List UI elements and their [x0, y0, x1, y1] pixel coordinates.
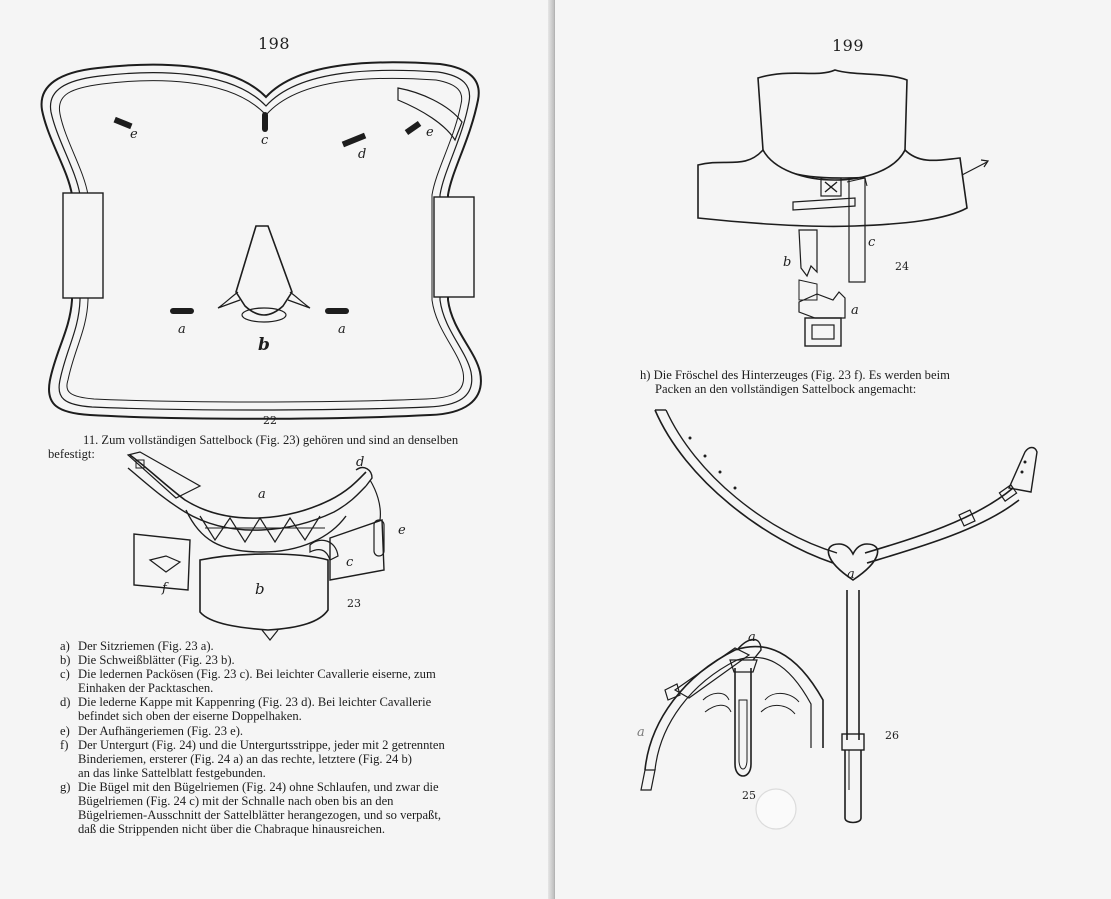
- list-item-line: Der Untergurt (Fig. 24) und die Untergurtsstrippe, jeder mit 2 getrennten: [78, 737, 445, 752]
- list-item-line: befindet sich oben der eiserne Doppelhaken.: [78, 709, 302, 724]
- fig23-label-e: e: [398, 523, 406, 538]
- fig23-saddle-illustration: [0, 0, 555, 640]
- list-item-line: Die lederne Kappe mit Kappenring (Fig. 23 d). Bei leichter Cavallerie: [78, 695, 432, 710]
- fig23-number: 23: [347, 597, 361, 610]
- list-item: [60, 667, 500, 695]
- fig23-label-c: c: [346, 555, 354, 570]
- list-item-line: daß die Strippenden nicht über die Chabraque hinausreichen.: [78, 822, 386, 837]
- list-item-label: c): [60, 667, 70, 682]
- h-line-1: h) Die Fröschel des Hinterzeuges (Fig. 23 f). Es werden beim: [640, 368, 950, 382]
- fig23-label-d: d: [356, 455, 365, 470]
- fig22-label-a-left: a: [178, 322, 186, 337]
- intro-line-2: befestigt:: [48, 447, 95, 461]
- fig22-label-a-right: a: [338, 322, 346, 337]
- list-item: [60, 738, 500, 780]
- fig25-stirrup-illustration: [555, 0, 1111, 899]
- page-number-right: 199: [832, 36, 865, 55]
- list-item-label: f): [60, 737, 69, 752]
- list-item-line: Einhaken der Packtaschen.: [78, 681, 214, 696]
- list-item-label: b): [60, 653, 71, 668]
- list-item-line: Bügelriemen (Fig. 24 c) mit der Schnalle nach oben bis an den: [78, 794, 394, 809]
- list-item: [60, 639, 500, 653]
- item-list: [60, 639, 500, 836]
- fig26-label-a: a: [847, 567, 855, 582]
- fig24-number: 24: [895, 260, 909, 273]
- fig22-label-c: c: [261, 133, 269, 148]
- fig24-label-c: c: [868, 235, 876, 250]
- fig22-number: 22: [263, 414, 277, 427]
- fig25-label-a-left: a: [637, 725, 645, 740]
- list-item-line: Bügelriemen-Ausschnitt der Sattelblätter herangezogen, und so verpaßt,: [78, 808, 442, 823]
- page-number: 198: [258, 34, 291, 53]
- list-item-line: Der Sitzriemen (Fig. 23 a).: [78, 639, 214, 653]
- list-item: [60, 780, 500, 836]
- list-item-label: d): [60, 695, 71, 710]
- left-page: [0, 0, 555, 899]
- fig22-label-e-right: e: [426, 125, 434, 140]
- fig25-label-a-top: a: [748, 630, 756, 645]
- fig23-label-a: a: [258, 487, 266, 502]
- list-item-line: Binderiemen, ersterer (Fig. 24 a) an das rechte, letztere (Fig. 24 b): [78, 751, 412, 766]
- right-page: [555, 0, 1111, 899]
- list-item-line: Der Aufhängeriemen (Fig. 23 e).: [78, 723, 244, 738]
- list-item: [60, 695, 500, 723]
- intro-line-1: 11. Zum vollständigen Sattelbock (Fig. 23) gehören und sind an denselben: [83, 433, 459, 447]
- fig22-label-d: d: [358, 147, 367, 162]
- list-item-label: g): [60, 779, 71, 794]
- fig23-label-f: f: [162, 581, 167, 596]
- fig24-label-a: a: [851, 303, 859, 318]
- fig24-label-b: b: [783, 255, 792, 270]
- list-item-line: an das linke Sattelblatt festgebunden.: [78, 765, 266, 780]
- list-item-label: e): [60, 723, 70, 738]
- list-item: [60, 653, 500, 667]
- fig23-label-b: b: [255, 580, 265, 598]
- fig26-number: 26: [885, 729, 899, 742]
- fig22-label-e-left: e: [130, 127, 138, 142]
- h-line-2: Packen an den vollständigen Sattelbock angemacht:: [655, 382, 917, 396]
- list-item-line: Die Bügel mit den Bügelriemen (Fig. 24) ohne Schlaufen, und zwar die: [78, 779, 439, 794]
- list-item: [60, 724, 500, 738]
- list-item-line: Die ledernen Packösen (Fig. 23 c). Bei leichter Cavallerie eiserne, zum: [78, 667, 436, 682]
- list-item-label: a): [60, 639, 70, 653]
- fig22-label-b: b: [258, 335, 270, 355]
- list-item-line: Die Schweißblätter (Fig. 23 b).: [78, 653, 235, 668]
- fig25-number: 25: [742, 789, 756, 802]
